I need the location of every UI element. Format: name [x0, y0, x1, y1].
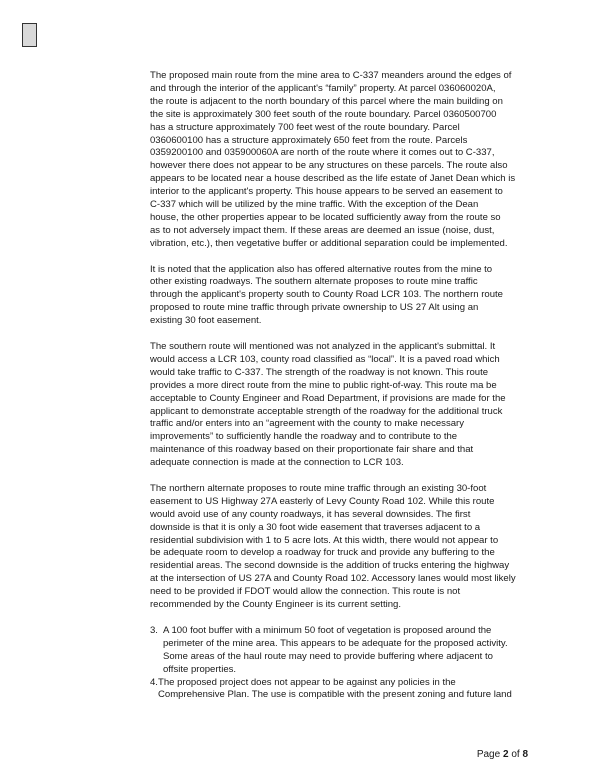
- paragraph-southern-route: The southern route will mentioned was not analyzed in the applicant's submittal. It would access a LCR 103, county road classified as “local”. It is a paved road which would take traffic to C-337. The strength of the roadway is not known. This route provides a more direct route from the mine to public right-of-way. This route ma be acceptable to County Engineer and Road Department, if provisions are made for the applicant to demonstrate acceptable strength of the roadway for the additional truck traffic and/or enters into an “agreement with the county to make necessary improvements” to sufficiently handle the roadway and to contribute to the maintenance of this roadway based on their proportionate fair share and that adequate connection is made at the connection to LCR 103.: [150, 341, 506, 469]
- paragraph-main-route: The proposed main route from the mine area to C-337 meanders around the edges of and through the interior of the applicant's “family” property. At parcel 036060020A, the route is adjacent to the north boundary of this parcel where the main building on the site is approximately 300 feet south of the route boundary. Parcel 0360500700 has a structure approximately 700 feet west of the route boundary. Parcel 0360600100 has a structure approximately 650 feet from the route. Parcels 0359200100 and 035900060A are north of the route where it comes out to C-337, however there does not appear to be any structures on these parcels. The route also appears to be located near a house described as the life estate of Janet Dean which is interior to the applicant's property. This house appears to be served an easement to C-337 which will be utilized by the mine traffic. With the exception of the Dean house, the other properties appear to be located sufficiently away from the route so as to not adversely impact them. If these areas are deemed an issue (noise, dust, vibration, etc.), then vegetative buffer or additional separation could be implemented.: [150, 70, 516, 249]
- corner-checkbox-mark: [22, 23, 37, 47]
- page-of: of: [511, 749, 520, 760]
- list-item-3: [150, 625, 532, 677]
- page-current: 2: [502, 749, 509, 760]
- page-word: Page: [476, 749, 501, 760]
- document-body: [150, 70, 532, 702]
- paragraph-northern-route: The northern alternate proposes to route mine traffic through an existing 30-foot easement to US Highway 27A easterly of Levy County Road 102. While this route would avoid use of any county roadways, it has several downsides. The first downside is that it is only a 30 foot wide easement that traverses adjacent to a residential subdivision with 1 to 5 acre lots. At this width, there would not appear to be adequate room to develop a roadway for truck and provide any buffering to the residential areas. The second downside is the addition of trucks entering the highway at the intersection of US 27A and County Road 102. Accessory lanes would most likely need to be provided if FDOT would allow the connection. This route is not recommended by the County Engineer is its current setting.: [150, 482, 516, 611]
- list-item-4: [150, 677, 532, 703]
- list-item-text: The proposed project does not appear to be against any policies in the Comprehensive Plan. The use is compatible with the present zoning and future land: [158, 676, 512, 701]
- list-item-text: A 100 foot buffer with a minimum 50 foot of vegetation is proposed around the perimeter of the mine area. This appears to be adequate for the proposed activity. Some areas of the haul route may need to provide buffering where adjacent to offsite properties.: [163, 624, 508, 675]
- paragraph-alternative-routes: It is noted that the application also has offered alternative routes from the mine to other existing roadways. The southern alternate proposes to route mine traffic through the applicant's property south to County Road LCR 103. The northern route proposed to route mine traffic through private ownership to US 27 Alt using an existing 30 foot easement.: [150, 263, 503, 327]
- list-item-number: 3.: [150, 624, 158, 636]
- page-total: 8: [522, 749, 528, 760]
- page-number-footer: [477, 749, 528, 761]
- list-item-number: 4.: [150, 676, 158, 688]
